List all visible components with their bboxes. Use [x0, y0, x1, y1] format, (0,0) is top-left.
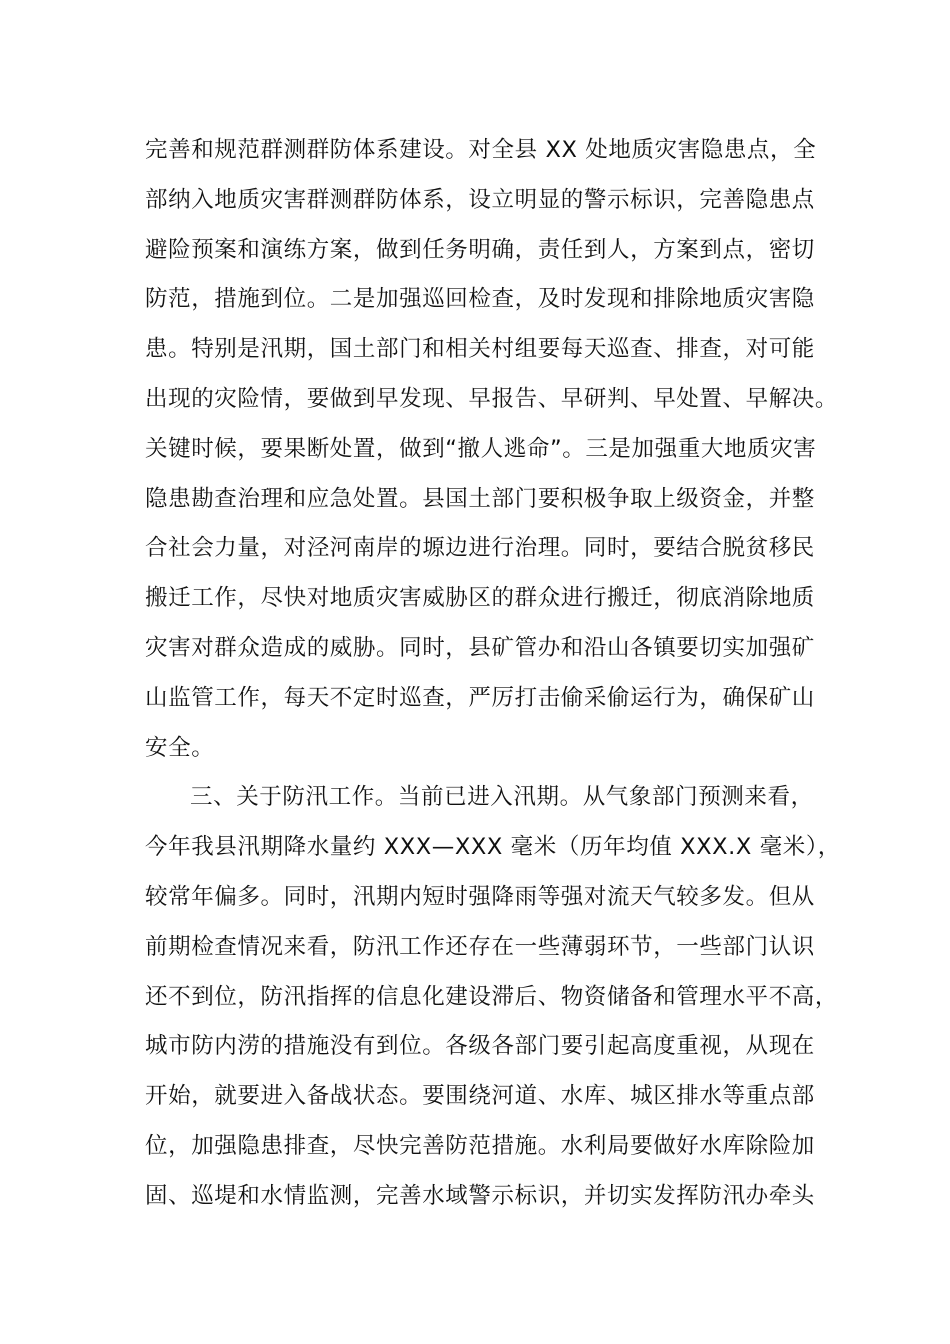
text-line: 较常年偏多。同时，汛期内短时强降雨等强对流天气较多发。但从	[145, 883, 815, 910]
text-line: 前期检查情况来看，防汛工作还存在一些薄弱环节，一些部门认识	[145, 933, 815, 960]
text-line: 患。特别是汛期，国土部门和相关村组要每天巡查、排查，对可能	[145, 336, 815, 363]
text-line: 山监管工作，每天不定时巡查，严厉打击偷采偷运行为，确保矿山	[145, 684, 815, 711]
text-line: 隐患勘查治理和应急处置。县国土部门要积极争取上级资金，并整	[145, 485, 815, 512]
text-line: 位，加强隐患排查，尽快完善防范措施。水利局要做好水库除险加	[145, 1132, 815, 1159]
text-line: 出现的灾险情，要做到早发现、早报告、早研判、早处置、早解决。	[145, 385, 839, 412]
text-line: 还不到位，防汛指挥的信息化建设滞后、物资储备和管理水平不高，	[145, 983, 839, 1010]
paragraph-geological-hazards	[145, 126, 839, 773]
text-line: 防范，措施到位。二是加强巡回检查，及时发现和排除地质灾害隐	[145, 286, 815, 313]
text-line: 完善和规范群测群防体系建设。对全县 XX 处地质灾害隐患点，全	[145, 137, 817, 163]
text-line: 部纳入地质灾害群测群防体系，设立明显的警示标识，完善隐患点	[145, 186, 815, 213]
document-body	[145, 126, 841, 1222]
paragraph-flood-control	[145, 773, 841, 1221]
text-line: 关键时候，要果断处置，做到“撤人逃命”。三是加强重大地质灾害	[145, 435, 817, 462]
text-line: 今年我县汛期降水量约 XXX—XXX 毫米（历年均值 XXX.X 毫米），	[145, 834, 841, 861]
paragraph-first-line: 三、关于防汛工作。当前已进入汛期。从气象部门预测来看，	[190, 784, 814, 811]
text-line: 合社会力量，对泾河南岸的塬边进行治理。同时，要结合脱贫移民	[145, 535, 815, 562]
text-line: 安全。	[145, 734, 215, 761]
text-line: 开始，就要进入备战状态。要围绕河道、水库、城区排水等重点部	[145, 1083, 815, 1110]
text-line: 避险预案和演练方案，做到任务明确，责任到人，方案到点，密切	[145, 236, 815, 263]
text-line: 城市防内涝的措施没有到位。各级各部门要引起高度重视，从现在	[145, 1033, 815, 1060]
text-line: 搬迁工作，尽快对地质灾害威胁区的群众进行搬迁，彻底消除地质	[145, 585, 815, 612]
text-line: 灾害对群众造成的威胁。同时，县矿管办和沿山各镇要切实加强矿	[145, 634, 815, 661]
text-line: 固、巡堤和水情监测，完善水域警示标识，并切实发挥防汛办牵头	[145, 1182, 815, 1209]
